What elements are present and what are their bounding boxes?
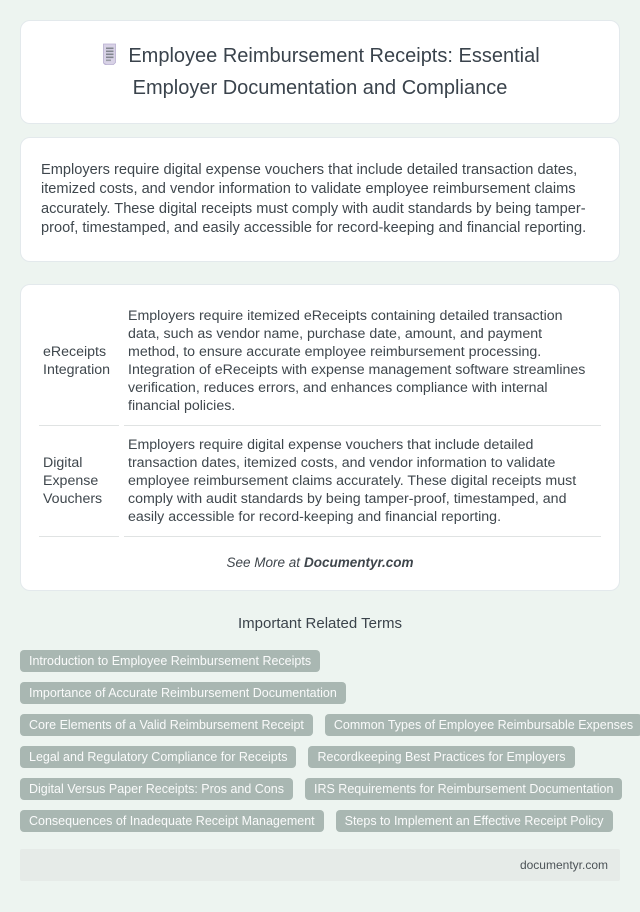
related-term-tag[interactable]: Legal and Regulatory Compliance for Receipts <box>20 746 296 768</box>
term-description: Employers require itemized eReceipts containing detailed transaction data, such as vendor name, purchase date, amount, and payment method, to ensure accurate employee reimbursement processing. Integration of eReceipts with expense management software streamlines verification, reduces errors, and enhances compliance with internal financial policies. <box>124 297 601 426</box>
related-term-tag[interactable]: Importance of Accurate Reimbursement Documentation <box>20 682 346 704</box>
intro-paragraph: Employers require digital expense vouchers that include detailed transaction dates, itemized costs, and vendor information to validate employee reimbursement claims accurately. These digital receipts must comply with audit standards by being tamper-proof, timestamped, and easily accessible for record-keeping and financial reporting. <box>41 162 587 236</box>
receipt-icon <box>100 43 119 74</box>
table-row <box>39 426 601 537</box>
tag-row <box>20 714 634 736</box>
tag-row <box>20 746 620 768</box>
related-term-tag[interactable]: IRS Requirements for Reimbursement Documentation <box>305 778 622 800</box>
see-more-text: See More at <box>226 555 300 571</box>
table-row <box>39 297 601 426</box>
term-cell: Digital Expense Vouchers <box>39 426 119 537</box>
terms-table <box>34 297 606 537</box>
see-more <box>34 555 606 570</box>
page-title <box>69 42 571 102</box>
intro-card <box>20 137 620 262</box>
related-term-tag[interactable]: Core Elements of a Valid Reimbursement Receipt <box>20 714 313 736</box>
page-title-text: Employee Reimbursement Receipts: Essential Employer Documentation and Compliance <box>128 45 540 99</box>
related-term-tag[interactable]: Consequences of Inadequate Receipt Management <box>20 810 324 832</box>
related-term-tag[interactable]: Digital Versus Paper Receipts: Pros and Cons <box>20 778 293 800</box>
footer <box>20 849 620 881</box>
term-description: Employers require digital expense vouchers that include detailed transaction dates, itemized costs, and vendor information to validate employee reimbursement claims accurately. These digital receipts must comply with audit standards by being tamper-proof, timestamped, and easily accessible for record-keeping and financial reporting. <box>124 426 601 537</box>
related-term-tag[interactable]: Recordkeeping Best Practices for Employers <box>308 746 574 768</box>
related-terms-heading: Important Related Terms <box>238 615 402 633</box>
tag-row <box>20 778 620 800</box>
related-term-tag[interactable]: Common Types of Employee Reimbursable Expenses <box>325 714 640 736</box>
terms-table-card <box>20 284 620 591</box>
related-term-tag[interactable]: Steps to Implement an Effective Receipt Policy <box>336 810 613 832</box>
related-term-tag[interactable]: Introduction to Employee Reimbursement Receipts <box>20 650 320 672</box>
tag-row <box>20 650 620 672</box>
see-more-brand: Documentyr.com <box>304 555 414 571</box>
tag-row <box>20 810 620 832</box>
term-cell: eReceipts Integration <box>39 297 119 426</box>
related-terms-list <box>20 650 634 832</box>
footer-site-link[interactable]: documentyr.com <box>519 858 608 873</box>
title-card <box>20 20 620 124</box>
tag-row <box>20 682 620 704</box>
